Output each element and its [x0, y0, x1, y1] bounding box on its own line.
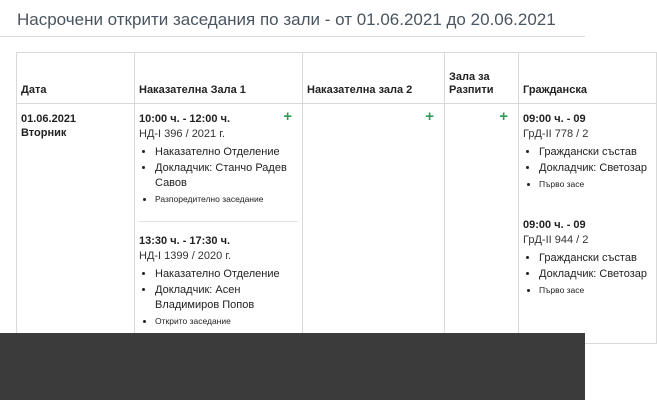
session-type: • Открито заседание [155, 314, 298, 328]
header-row [17, 53, 657, 104]
header-hall-2: Наказателна зала 2 [303, 53, 445, 104]
session-time: 09:00 ч. - 09 [523, 113, 586, 125]
schedule-table-container[interactable] [16, 52, 647, 333]
session-type: • Разпоредително заседание [155, 192, 298, 206]
interrogation-room-cell [445, 104, 519, 344]
reporter-name: • Докладчик: Асен Владимиров Попов [155, 283, 298, 313]
session-item[interactable] [139, 221, 298, 339]
header-date: Дата [17, 53, 135, 104]
page-header [0, 0, 585, 37]
session-item[interactable] [523, 112, 652, 202]
session-details [523, 251, 652, 297]
header-interrogation-room: Зала за Разпити [445, 53, 519, 104]
date-cell [17, 104, 135, 344]
date-value: 01.06.2021 [21, 113, 77, 125]
panel-name: • Граждански състав [539, 145, 652, 160]
page-title: Насрочени открити заседания по зали - от 01.06.2021 до 20.06.2021 [17, 10, 556, 29]
table-row [17, 104, 657, 344]
session-item[interactable] [523, 206, 652, 308]
add-session-button[interactable]: + [499, 108, 508, 125]
schedule-table [16, 52, 657, 344]
hall-1-cell [135, 104, 303, 344]
reporter-name: • Докладчик: Станчо Радев Савов [155, 161, 298, 191]
panel-name: • Граждански състав [539, 251, 652, 266]
session-time: 09:00 ч. - 09 [523, 219, 586, 231]
case-number[interactable]: ГрД-ІІ 778 / 2 [523, 128, 589, 140]
add-session-button[interactable]: + [283, 108, 292, 125]
civil-hall-cell [519, 104, 657, 344]
session-details [523, 145, 652, 191]
panel-name: • Наказателно Отделение [155, 267, 298, 282]
session-type: • Първо засе [539, 283, 652, 297]
session-item[interactable] [139, 112, 298, 217]
case-number[interactable]: НД-І 1399 / 2020 г. [139, 250, 232, 262]
bottom-overlay [0, 333, 585, 400]
hall-2-cell [303, 104, 445, 344]
reporter-name: • Докладчик: Светозар [539, 267, 652, 282]
session-details [139, 267, 298, 328]
reporter-name: • Докладчик: Светозар [539, 161, 652, 176]
case-number[interactable]: ГрД-ІІ 944 / 2 [523, 234, 589, 246]
header-civil-hall: Гражданска [519, 53, 657, 104]
add-session-button[interactable]: + [425, 108, 434, 125]
session-time: 13:30 ч. - 17:30 ч. [139, 235, 231, 247]
case-number[interactable]: НД-І 396 / 2021 г. [139, 128, 225, 140]
header-hall-1: Наказателна Зала 1 [135, 53, 303, 104]
weekday-value: Вторник [21, 127, 67, 139]
panel-name: • Наказателно Отделение [155, 145, 298, 160]
session-type: • Първо засе [539, 177, 652, 191]
session-details [139, 145, 298, 206]
session-time: 10:00 ч. - 12:00 ч. [139, 113, 231, 125]
